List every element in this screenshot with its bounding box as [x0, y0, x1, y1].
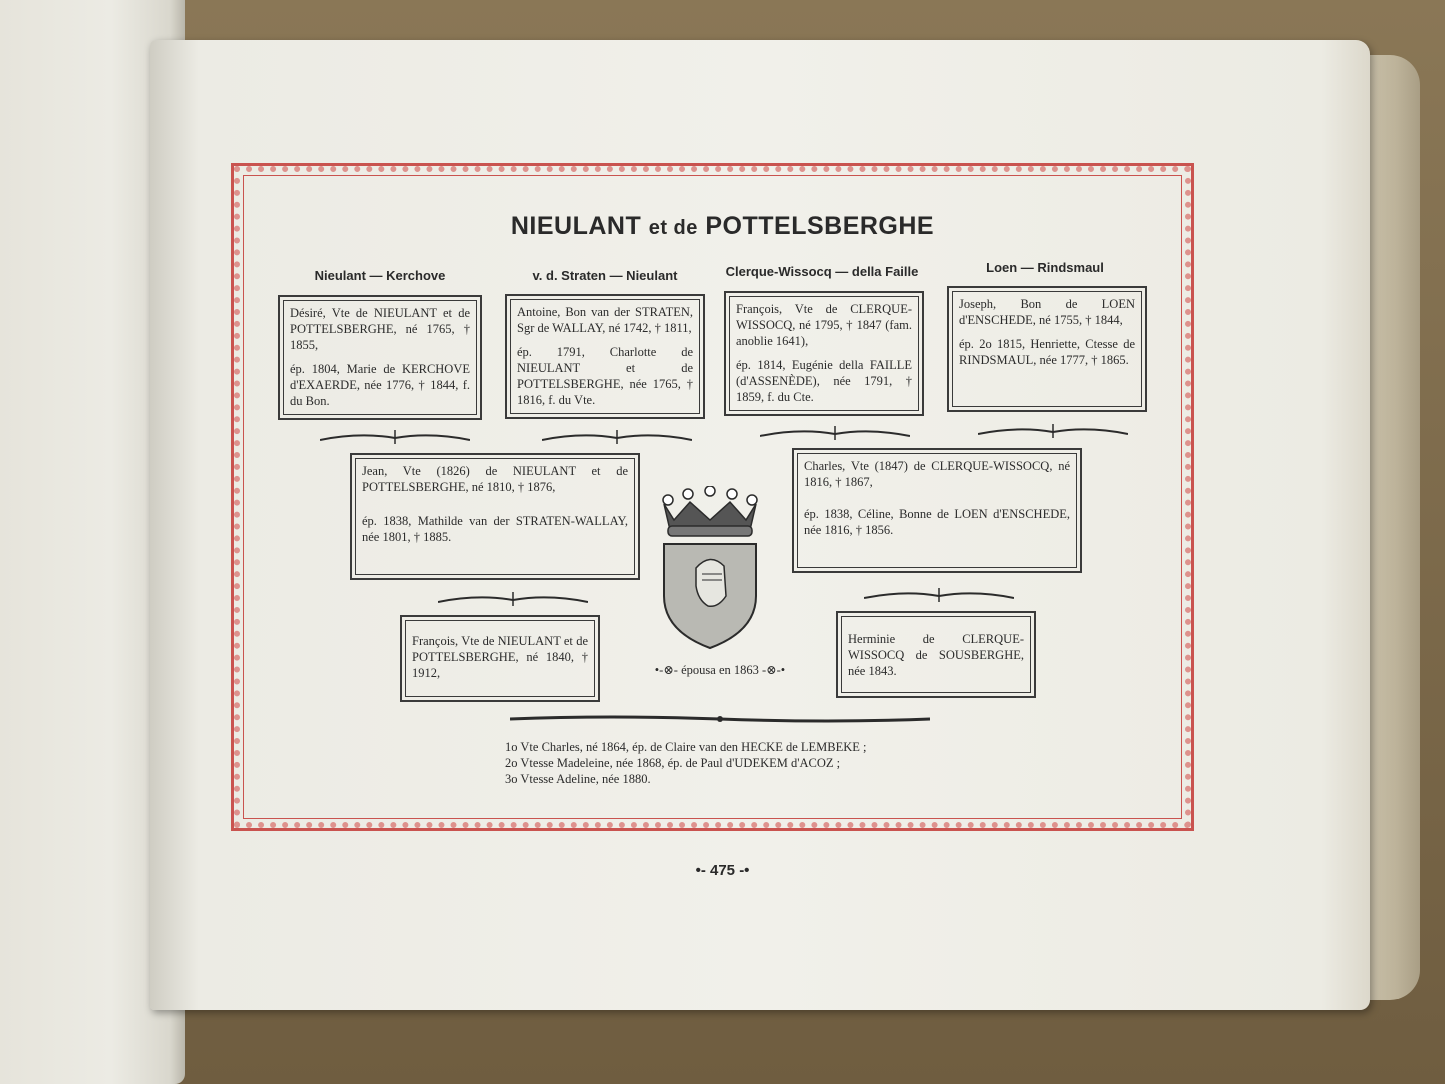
- box-text: Jean, Vte (1826) de NIEULANT et de POTTELSBERGHE, né 1810, † 1876,: [362, 464, 628, 494]
- marriage-note: [640, 662, 800, 678]
- child-line: 1o Vte Charles, né 1864, ép. de Claire van den HECKE de LEMBEKE ;: [505, 740, 867, 754]
- bracket-ornament-1: [320, 430, 470, 444]
- children-list: [505, 739, 867, 787]
- column-heading-1: Nieulant — Kerchove: [314, 268, 446, 283]
- bracket-ornament-4: [978, 424, 1128, 438]
- ornament-right-icon: -•: [739, 862, 750, 879]
- ornament-left-icon: •-⊗-: [654, 663, 678, 677]
- marriage-text: épousa en 1863: [681, 663, 759, 677]
- genealogy-box-clerque: [724, 291, 924, 416]
- genealogy-box-jean: [350, 453, 640, 580]
- box-text: ép. 1791, Charlotte de NIEULANT et de POTTELSBERGHE, née 1765, † 1816, f. du Vte.: [517, 345, 693, 407]
- genealogy-box-charles: [792, 448, 1082, 573]
- box-text: ép. 1814, Eugénie della FAILLE (d'ASSENÈDE), née 1791, † 1859, f. du Cte.: [736, 358, 912, 404]
- title-part1: NIEULANT: [510, 212, 642, 240]
- genealogy-box-straten: [505, 294, 705, 419]
- column-heading-2: v. d. Straten — Nieulant: [532, 268, 678, 283]
- box-text: ép. 2o 1815, Henriette, Ctesse de RINDSMAUL, née 1777, † 1865.: [959, 337, 1135, 367]
- box-text: ép. 1838, Céline, Bonne de LOEN d'ENSCHEDE, née 1816, † 1856.: [804, 507, 1070, 537]
- page-number: [0, 862, 1445, 879]
- bracket-ornament-7: [510, 712, 930, 726]
- child-line: 3o Vtesse Adeline, née 1880.: [505, 772, 651, 786]
- bracket-ornament-5: [438, 592, 588, 606]
- genealogy-box-francois: [400, 615, 600, 702]
- box-text: Antoine, Bon van der STRATEN, Sgr de WALLAY, né 1742, † 1811,: [517, 305, 693, 335]
- page-number-text: 475: [709, 862, 736, 879]
- box-text: François, Vte de NIEULANT et de POTTELSBERGHE, né 1840, † 1912,: [412, 634, 588, 680]
- box-text: Charles, Vte (1847) de CLERQUE-WISSOCQ, né 1816, † 1867,: [804, 459, 1070, 489]
- box-text: ép. 1838, Mathilde van der STRATEN-WALLAY, née 1801, † 1885.: [362, 514, 628, 544]
- box-text: Joseph, Bon de LOEN d'ENSCHEDE, né 1755, † 1844,: [959, 297, 1135, 327]
- genealogy-box-loen: [947, 286, 1147, 412]
- coat-of-arms-icon: [650, 486, 770, 651]
- box-text: ép. 1804, Marie de KERCHOVE d'EXAERDE, née 1776, † 1844, f. du Bon.: [290, 362, 470, 408]
- bracket-ornament-2: [542, 430, 692, 444]
- ornament-left-icon: •-: [695, 862, 706, 879]
- box-text: Herminie de CLERQUE-WISSOCQ de SOUSBERGHE, née 1843.: [848, 632, 1024, 678]
- child-line: 2o Vtesse Madeleine, née 1868, ép. de Paul d'UDEKEM d'ACOZ ;: [505, 756, 841, 770]
- column-heading-4: Loen — Rindsmaul: [986, 260, 1104, 275]
- box-text: Désiré, Vte de NIEULANT et de POTTELSBERGHE, né 1765, † 1855,: [290, 306, 470, 352]
- bracket-ornament-3: [760, 426, 910, 440]
- title-conjunction: et de: [648, 217, 698, 239]
- title-part2: POTTELSBERGHE: [705, 212, 935, 240]
- column-heading-3: Clerque-Wissocq — della Faille: [725, 264, 919, 279]
- ornament-right-icon: -⊗-•: [762, 663, 786, 677]
- bracket-ornament-6: [864, 588, 1014, 602]
- box-text: François, Vte de CLERQUE-WISSOCQ, né 1795, † 1847 (fam. anoblie 1641),: [736, 302, 912, 348]
- page-title: [0, 212, 1445, 241]
- genealogy-box-herminie: [836, 611, 1036, 698]
- genealogy-box-kerchove: [278, 295, 482, 420]
